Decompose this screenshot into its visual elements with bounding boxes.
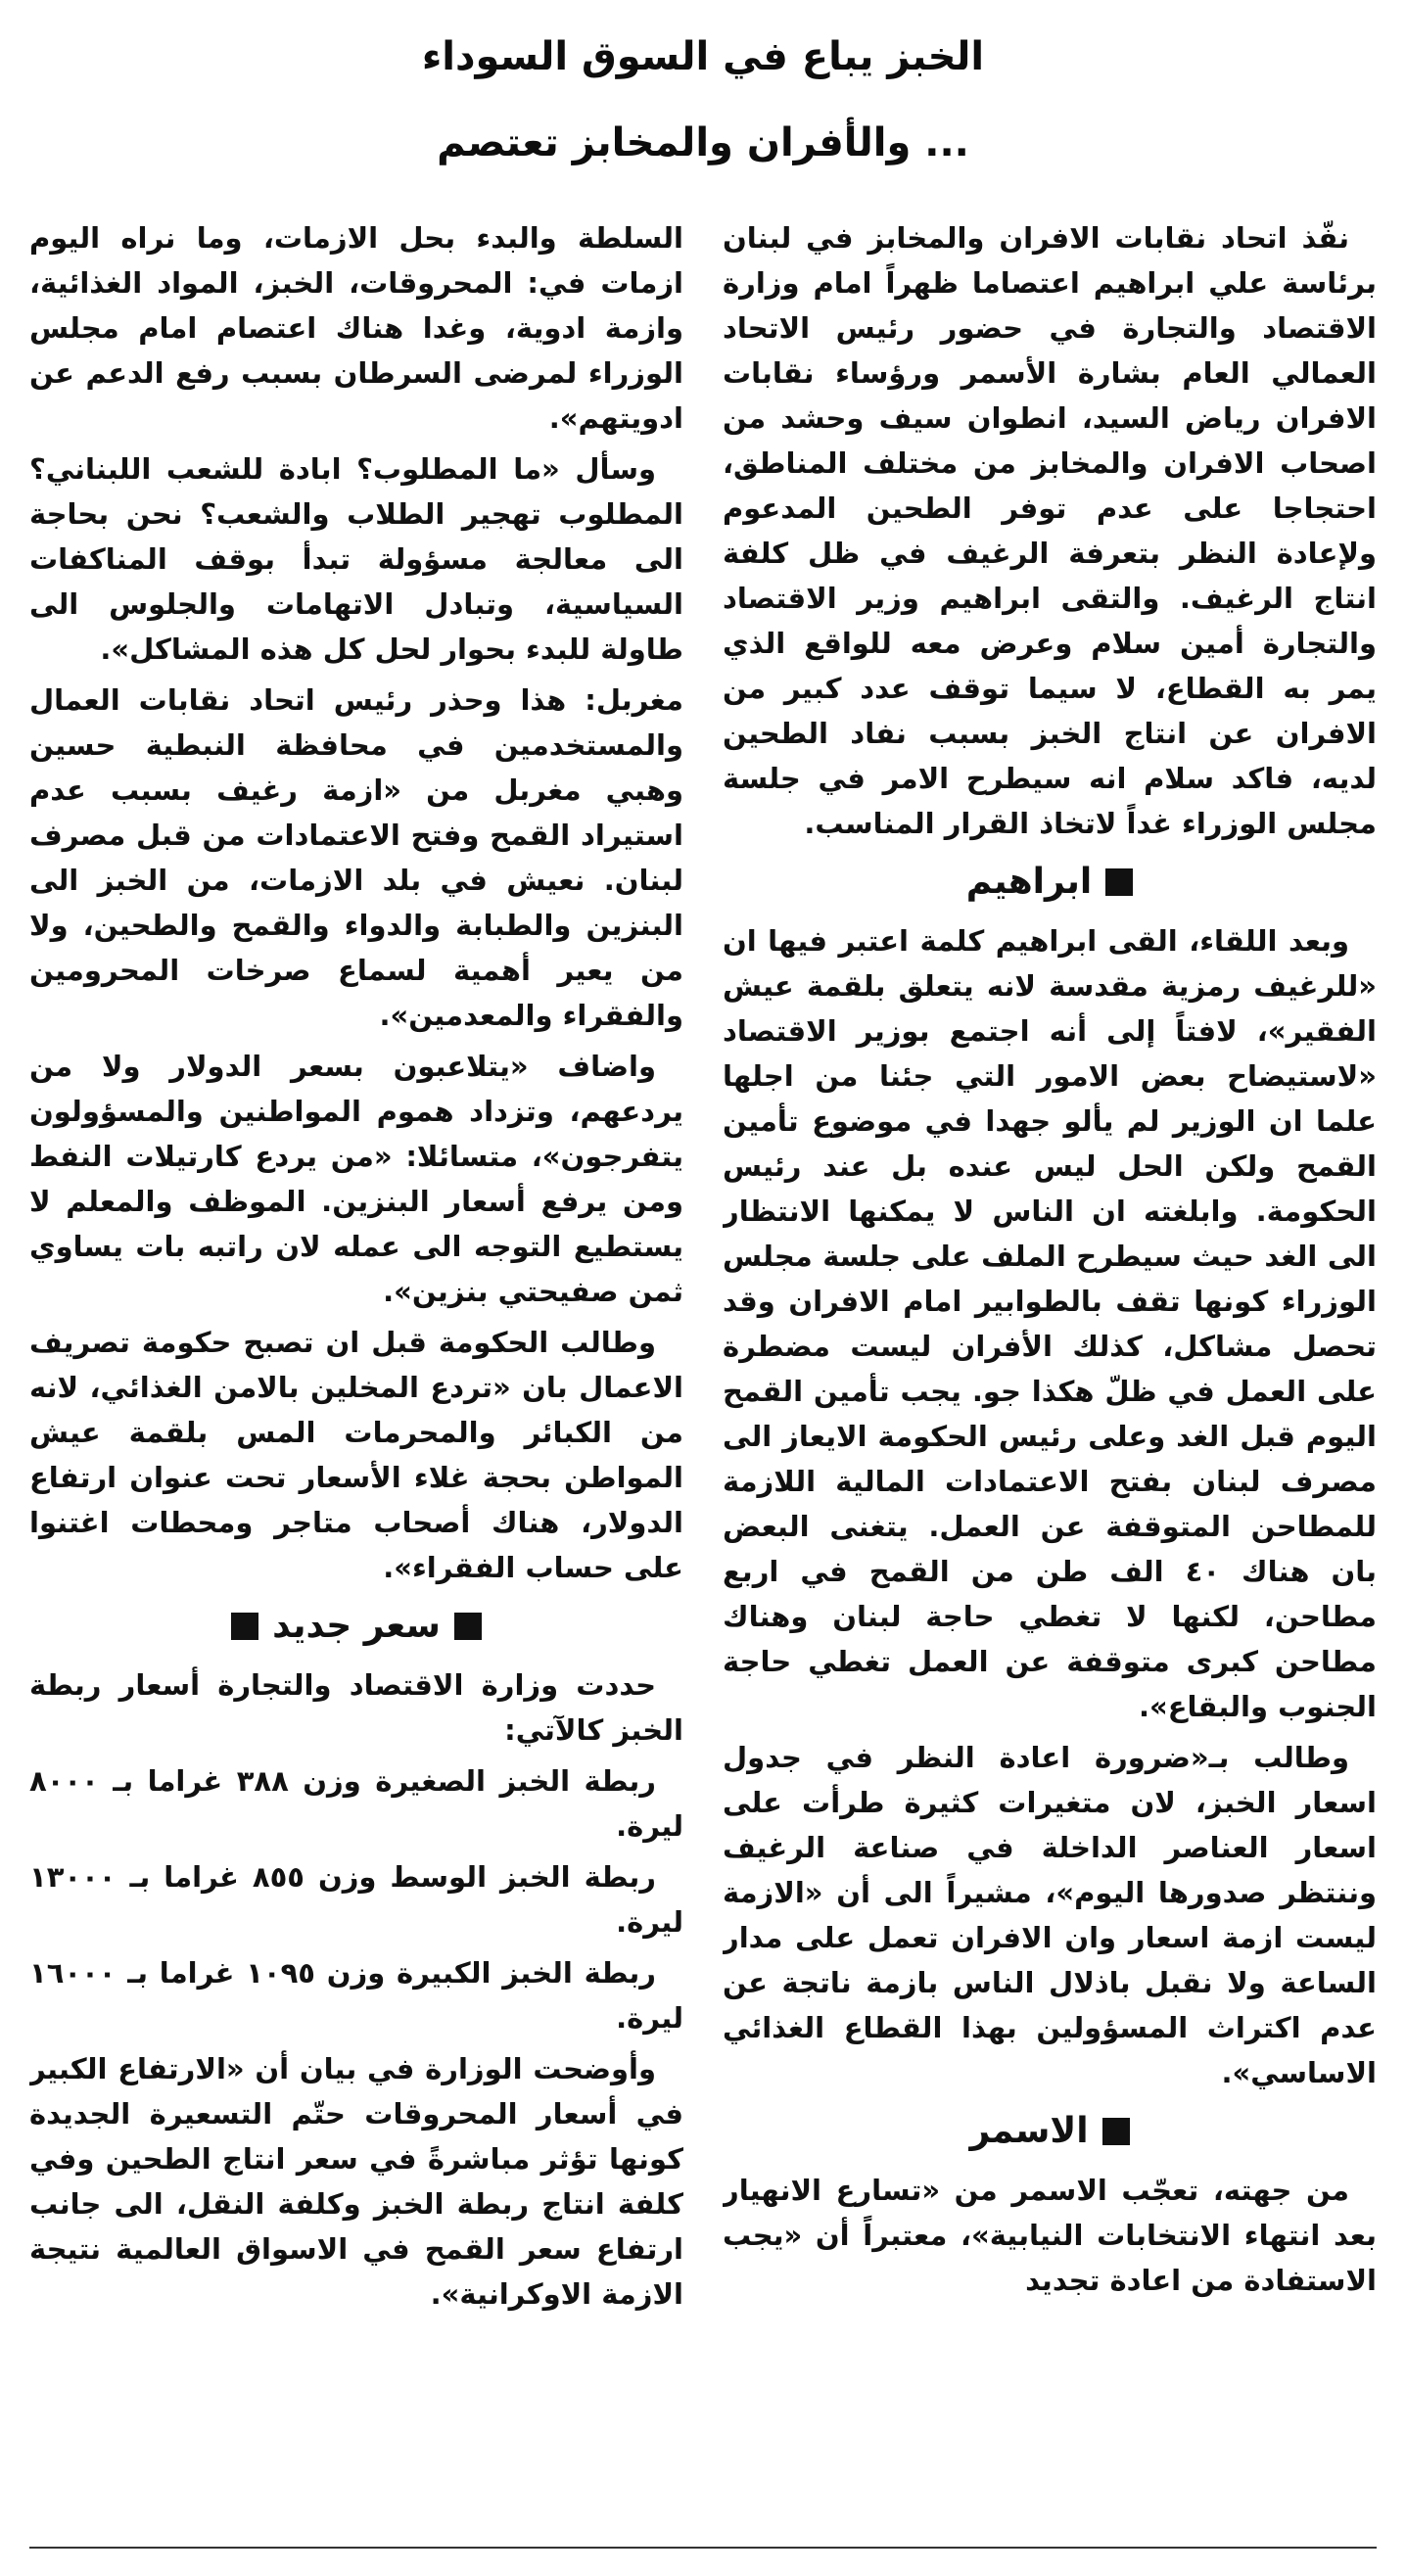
paragraph: وسأل «ما المطلوب؟ ابادة للشعب اللبناني؟ المطلوب تهجير الطلاب والشعب؟ نحن بحاجة الى معالجة مسؤولة تبدأ بوقف المناكفات السياسية، وتبادل الاتهامات والجلوس الى طاولة للبدء بحوار لحل كل هذه المشاكل». bbox=[29, 452, 683, 666]
left-column bbox=[29, 215, 683, 2535]
paragraph: السلطة والبدء بحل الازمات، وما نراه اليوم ازمات في: المحروقات، الخبز، المواد الغذائية، وازمة ادوية، وغدا هناك اعتصام امام مجلس الوزراء لمرضى السرطان بسبب رفع الدعم عن ادويتهم». bbox=[29, 221, 683, 435]
price-item-large: ربطة الخبز الكبيرة وزن ١٠٩٥ غراما بـ ١٦٠٠٠ ليرة. bbox=[29, 1956, 683, 2035]
right-column bbox=[723, 215, 1377, 2535]
paragraph: وطالب بـ«ضرورة اعادة النظر في جدول اسعار الخبز، لان متغيرات كثيرة طرأت على اسعار العناصر الداخلة في صناعة الرغيف وننتظر صدورها اليوم»، مشيراً الى أن «الازمة ليست ازمة اسعار وان الافران تعمل على مدار الساعة ولا نقبل باذلال الناس بازمة ناتجة عن عدم اكتراث المسؤولين بهذا القطاع الغذائي الاساسي». bbox=[723, 1741, 1377, 2089]
paragraph: وأوضحت الوزارة في بيان أن «الارتفاع الكبير في أسعار المحروقات حتّم التسعيرة الجديدة كونها تؤثر مباشرةً في سعر انتاج الطحين وفي كلفة انتاج ربطة الخبز وكلفة النقل، الى جانب ارتفاع سعر القمح في الاسواق العالمية نتيجة الازمة الاوكرانية». bbox=[29, 2052, 683, 2311]
paragraph: وطالب الحكومة قبل ان تصبح حكومة تصريف الاعمال بان «تردع المخلين بالامن الغذائي، لانه من الكبائر والمحرمات المس بلقمة عيش المواطن بحجة غلاء الأسعار تحت عنوان ارتفاع الدولار، هناك أصحاب متاجر ومحطات اغتنوا على حساب الفقراء». bbox=[29, 1326, 683, 1584]
headline-line-1: الخبز يباع في السوق السوداء bbox=[421, 34, 985, 79]
subheading-text: الاسمر bbox=[969, 2111, 1089, 2151]
subheading-text: سعر جديد bbox=[272, 1606, 441, 1646]
headline bbox=[29, 0, 1377, 186]
paragraph: مغربل: هذا وحذر رئيس اتحاد نقابات العمال والمستخدمين في محافظة النبطية حسين وهبي مغربل من «ازمة رغيف بسبب عدم استيراد القمح وفتح الاعتمادات من قبل مصرف لبنان. نعيش في بلد الازمات، من الخبز الى البنزين والطبابة والدواء والقمح والطحين، ولا من يعير أهمية لسماع صرخات المحرومين والفقراء والمعدمين». bbox=[29, 683, 683, 1032]
price-item-small: ربطة الخبز الصغيرة وزن ٣٨٨ غراما بـ ٨٠٠٠ ليرة. bbox=[29, 1764, 683, 1843]
paragraph: حددت وزارة الاقتصاد والتجارة أسعار ربطة الخبز كالآتي: bbox=[29, 1668, 683, 1747]
subheading-ibrahim bbox=[723, 856, 1377, 909]
square-bullet-icon bbox=[454, 1613, 482, 1640]
subheading-asmar bbox=[723, 2105, 1377, 2158]
article-columns bbox=[29, 215, 1377, 2535]
paragraph: وبعد اللقاء، القى ابراهيم كلمة اعتبر فيها ان «للرغيف رمزية مقدسة لانه يتعلق بلقمة عيش الفقير»، لافتاً إلى أنه اجتمع بوزير الاقتصاد «لاستيضاح بعض الامور التي جئنا من اجلها علما ان الوزير لم يألو جهدا في موضوع تأمين القمح ولكن الحل ليس عنده بل عند رئيس الحكومة. وابلغته ان الناس لا يمكنها الانتظار الى الغد حيث سيطرح الملف على جلسة مجلس الوزراء كونها تقف بالطوابير امام الافران وقد تحصل مشاكل، كذلك الأفران ليست مضطرة على العمل في ظلّ هكذا جو. يجب تأمين القمح اليوم قبل الغد وعلى رئيس الحكومة الايعاز الى مصرف لبنان بفتح الاعتمادات المالية اللازمة للمطاحن المتوقفة عن العمل. يتغنى البعض بان هناك ٤٠ الف طن من القمح في اربع مطاحن، لكنها لا تغطي حاجة لبنان وهناك مطاحن كبرى متوقفة عن العمل تغطي حاجة الجنوب والبقاع». bbox=[723, 924, 1377, 1723]
paragraph: من جهته، تعجّب الاسمر من «تسارع الانهيار بعد انتهاء الانتخابات النيابية»، معتبراً أن «يجب الاستفادة من اعادة تجديد bbox=[723, 2174, 1377, 2297]
square-bullet-icon bbox=[1105, 868, 1133, 896]
paragraph: نفّذ اتحاد نقابات الافران والمخابز في لبنان برئاسة علي ابراهيم اعتصاما ظهراً امام وزارة الاقتصاد والتجارة في حضور رئيس الاتحاد العمالي العام بشارة الأسمر ورؤساء نقابات الافران رياض السيد، انطوان سيف وحشد من اصحاب الافران والمخابز من مختلف المناطق، احتجاجا على عدم توفر الطحين المدعوم ولإعادة النظر بتعرفة الرغيف في ظل كلفة انتاج الرغيف. والتقى ابراهيم وزير الاقتصاد والتجارة أمين سلام وعرض معه للواقع الذي يمر به القطاع، لا سيما توقف عدد كبير من الافران عن انتاج الخبز بسبب نفاد الطحين لديه، فاكد سلام انه سيطرح الامر في جلسة مجلس الوزراء غداً لاتخاذ القرار المناسب. bbox=[723, 221, 1377, 840]
headline-line-2: ... والأفران والمخابز تعتصم bbox=[437, 120, 969, 165]
subheading-text: ابراهيم bbox=[965, 862, 1093, 902]
square-bullet-icon bbox=[231, 1613, 258, 1640]
price-item-medium: ربطة الخبز الوسط وزن ٨٥٥ غراما بـ ١٣٠٠٠ ليرة. bbox=[29, 1860, 683, 1939]
paragraph: واضاف «يتلاعبون بسعر الدولار ولا من يردعهم، وتزداد هموم المواطنين والمسؤولون يتفرجون»، متسائلا: «من يردع كارتيلات النفط ومن يرفع أسعار البنزين. الموظف والمعلم لا يستطيع التوجه الى عمله لان راتبه بات يساوي ثمن صفيحتي بنزين». bbox=[29, 1050, 683, 1308]
subheading-new-price bbox=[29, 1600, 683, 1653]
bottom-rule bbox=[29, 2547, 1377, 2549]
square-bullet-icon bbox=[1102, 2118, 1130, 2145]
